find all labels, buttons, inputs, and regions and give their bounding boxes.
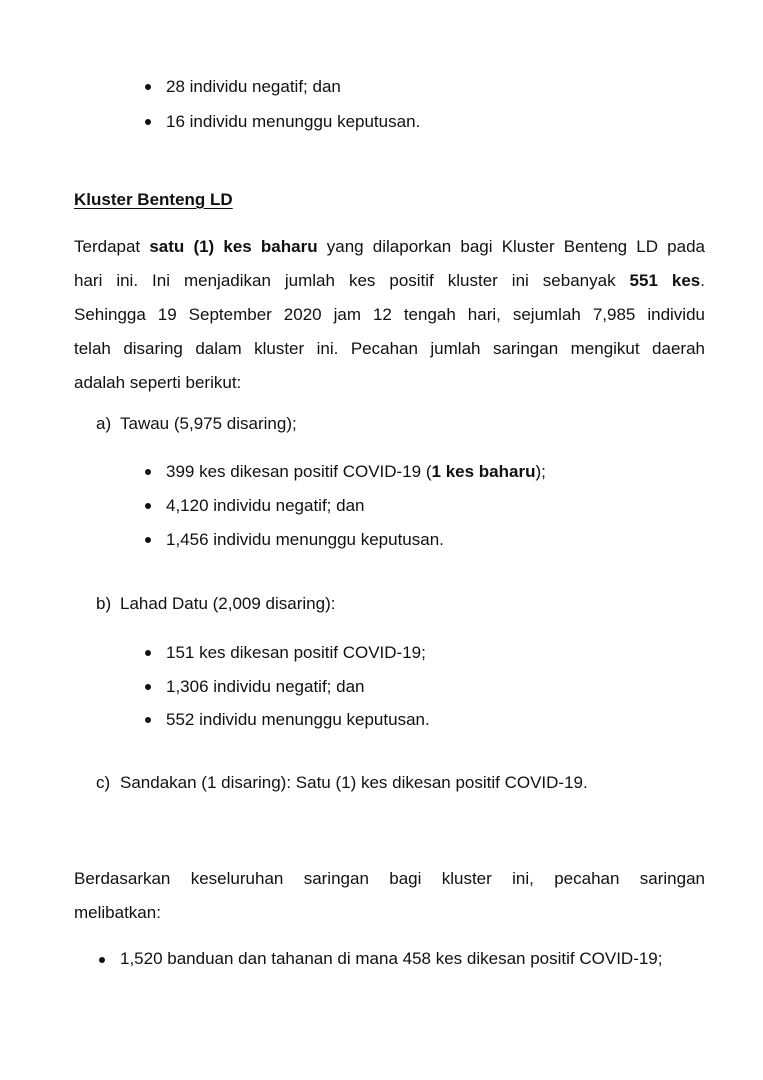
list-marker: a): [96, 414, 112, 433]
bullet-icon: [145, 469, 151, 475]
list-item: 1,520 banduan dan tahanan di mana 458 kes dikesan positif COVID-19;: [120, 949, 663, 968]
paragraph-line: [74, 271, 705, 291]
text-run: Sehingga 19 September 2020 jam 12 tengah hari, sejumlah 7,985 individu: [74, 305, 705, 324]
list-item: 16 individu menunggu keputusan.: [166, 112, 421, 131]
text-run: Berdasarkan keseluruhan saringan bagi kluster ini, pecahan saringan: [74, 869, 705, 888]
paragraph-line: [74, 869, 705, 889]
list-marker: b): [96, 594, 112, 613]
section-heading: Kluster Benteng LD: [74, 190, 233, 209]
paragraph-line: [74, 237, 705, 257]
list-item: 4,120 individu negatif; dan: [166, 496, 365, 515]
text-run: .: [700, 271, 705, 290]
paragraph-line: [74, 305, 705, 325]
text-run: hari ini. Ini menjadikan jumlah kes positif kluster ini sebanyak: [74, 271, 630, 290]
list-item: [166, 462, 546, 482]
paragraph-line: [74, 903, 705, 923]
bullet-icon: [145, 650, 151, 656]
paragraph-line: [74, 339, 705, 359]
text-run: );: [535, 462, 546, 481]
bullet-icon: [99, 957, 105, 963]
list-item: 1,456 individu menunggu keputusan.: [166, 530, 444, 549]
text-run: adalah seperti berikut:: [74, 373, 242, 392]
district-label: Tawau (5,975 disaring);: [120, 414, 297, 433]
text-run: Terdapat: [74, 237, 150, 256]
bold-text: 551 kes: [629, 271, 701, 290]
list-item: 28 individu negatif; dan: [166, 77, 341, 96]
bold-text: 1 kes baharu: [431, 462, 536, 481]
bullet-icon: [145, 684, 151, 690]
bullet-icon: [145, 503, 151, 509]
district-label: Sandakan (1 disaring): Satu (1) kes dikesan positif COVID-19.: [120, 773, 588, 792]
list-item: 151 kes dikesan positif COVID-19;: [166, 643, 426, 662]
bold-text: satu (1) kes baharu: [149, 237, 318, 256]
bullet-icon: [145, 119, 151, 125]
list-item: 552 individu menunggu keputusan.: [166, 710, 430, 729]
bullet-icon: [145, 717, 151, 723]
text-run: melibatkan:: [74, 903, 161, 922]
text-run: yang dilaporkan bagi Kluster Benteng LD pada: [317, 237, 705, 256]
list-item: 1,306 individu negatif; dan: [166, 677, 365, 696]
list-marker: c): [96, 773, 111, 792]
district-label: Lahad Datu (2,009 disaring):: [120, 594, 336, 613]
bullet-icon: [145, 537, 151, 543]
text-run: telah disaring dalam kluster ini. Pecahan jumlah saringan mengikut daerah: [74, 339, 705, 358]
text-run: 399 kes dikesan positif COVID-19 (: [166, 462, 432, 481]
paragraph-line: [74, 373, 705, 393]
bullet-icon: [145, 84, 151, 90]
